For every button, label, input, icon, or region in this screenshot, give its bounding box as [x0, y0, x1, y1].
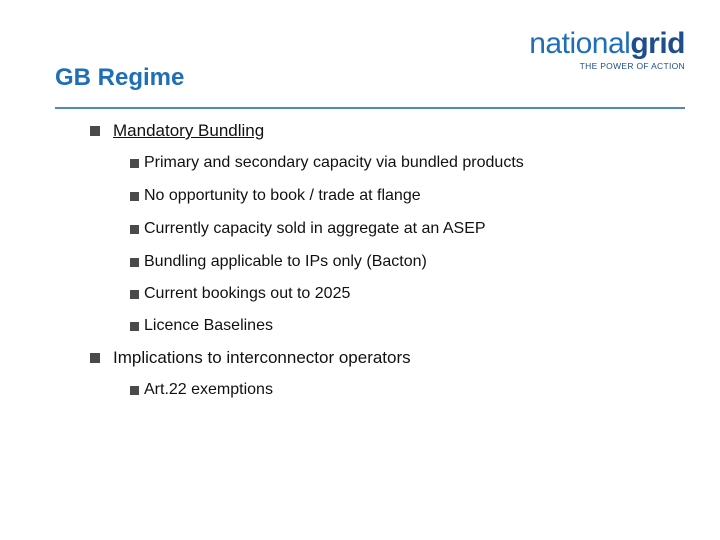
- logo-tagline: THE POWER OF ACTION: [579, 61, 685, 71]
- logo-word-national: national: [529, 27, 631, 60]
- sub-bullet-text: No opportunity to book / trade at flange: [144, 187, 421, 204]
- square-bullet-icon: [90, 126, 100, 136]
- sub-bullet: [130, 285, 350, 303]
- bullet-text: Implications to interconnector operators: [113, 348, 411, 367]
- sub-bullet: [130, 381, 273, 399]
- square-bullet-icon: [130, 159, 139, 168]
- national-grid-logo: [529, 28, 685, 71]
- logo-word-grid: grid: [630, 27, 685, 60]
- square-bullet-icon: [130, 386, 139, 395]
- square-bullet-icon: [130, 290, 139, 299]
- bullet-mandatory-bundling: [90, 121, 264, 141]
- bullet-implications: [90, 348, 411, 368]
- sub-bullet: [130, 154, 524, 172]
- logo-wordmark: [529, 28, 685, 60]
- sub-bullet: [130, 220, 486, 238]
- square-bullet-icon: [130, 192, 139, 201]
- square-bullet-icon: [130, 322, 139, 331]
- sub-bullet-text: Art.22 exemptions: [144, 381, 273, 398]
- square-bullet-icon: [90, 353, 100, 363]
- sub-bullet-text: Bundling applicable to IPs only (Bacton): [144, 253, 427, 270]
- sub-bullet-text: Licence Baselines: [144, 317, 273, 334]
- bullet-text: Mandatory Bundling: [113, 121, 265, 140]
- sub-bullet-text: Primary and secondary capacity via bundled products: [144, 154, 524, 171]
- slide-title: GB Regime: [55, 64, 185, 91]
- sub-bullet-text: Currently capacity sold in aggregate at an ASEP: [144, 220, 486, 237]
- square-bullet-icon: [130, 225, 139, 234]
- sub-bullet: [130, 187, 421, 205]
- sub-bullet: [130, 253, 427, 271]
- title-divider: [55, 107, 685, 109]
- square-bullet-icon: [130, 258, 139, 267]
- sub-bullet-text: Current bookings out to 2025: [144, 285, 351, 302]
- sub-bullet: [130, 317, 273, 335]
